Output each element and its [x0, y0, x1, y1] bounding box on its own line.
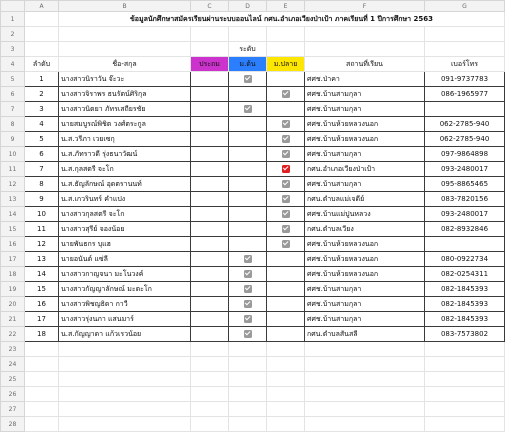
sheet-row — [1, 42, 505, 57]
header-phone[interactable]: เบอร์โทร — [425, 57, 505, 72]
level-lower-cell[interactable] — [229, 267, 267, 282]
level-upper-cell[interactable] — [267, 102, 305, 117]
study-place[interactable]: ศศช.บ้านห้วยหลวงนอก — [305, 237, 425, 252]
phone-number[interactable] — [425, 102, 505, 117]
row-header[interactable]: 18 — [1, 267, 25, 282]
student-name[interactable]: นางสาวสุรีย์ จองน้อย — [59, 222, 191, 237]
cell[interactable] — [229, 27, 267, 42]
row-header[interactable]: 25 — [1, 372, 25, 387]
level-upper-cell[interactable] — [267, 132, 305, 147]
cell[interactable] — [59, 387, 191, 402]
level-lower-cell[interactable] — [229, 282, 267, 297]
cell[interactable] — [25, 42, 59, 57]
cell[interactable] — [59, 27, 191, 42]
table-row — [1, 252, 505, 267]
table-row — [1, 87, 505, 102]
table-row — [1, 117, 505, 132]
sheet-row — [1, 372, 505, 387]
student-no[interactable]: 16 — [25, 297, 59, 312]
cell[interactable] — [425, 42, 505, 57]
cell[interactable] — [305, 357, 425, 372]
column-header-g[interactable]: G — [425, 1, 505, 12]
sheet-row — [1, 27, 505, 42]
cell[interactable] — [25, 357, 59, 372]
cell[interactable] — [425, 27, 505, 42]
cell[interactable] — [191, 372, 229, 387]
row-header[interactable]: 24 — [1, 357, 25, 372]
cell[interactable] — [305, 42, 425, 57]
cell[interactable] — [229, 387, 267, 402]
student-no[interactable]: 14 — [25, 267, 59, 282]
cell[interactable] — [25, 387, 59, 402]
study-place[interactable]: กศน.ตำบลเวียง — [305, 222, 425, 237]
cell[interactable] — [25, 372, 59, 387]
level-upper-cell[interactable] — [267, 327, 305, 342]
checkbox-checked-icon[interactable] — [282, 120, 290, 128]
column-header-c[interactable]: C — [191, 1, 229, 12]
student-name[interactable]: นางสาวจิราพร ธนรัตน์ศิริกุล — [59, 87, 191, 102]
student-no[interactable]: 6 — [25, 147, 59, 162]
student-no[interactable]: 12 — [25, 237, 59, 252]
table-row — [1, 237, 505, 252]
cell[interactable] — [191, 402, 229, 417]
level-lower-cell[interactable] — [229, 207, 267, 222]
column-header-e[interactable]: E — [267, 1, 305, 12]
cell[interactable] — [59, 372, 191, 387]
level-primary-cell[interactable] — [191, 252, 229, 267]
table-row — [1, 327, 505, 342]
checkbox-checked-icon[interactable] — [244, 255, 252, 263]
cell[interactable] — [229, 357, 267, 372]
cell[interactable] — [59, 342, 191, 357]
level-primary-cell[interactable] — [191, 297, 229, 312]
level-upper-cell[interactable] — [267, 192, 305, 207]
checkbox-checked-icon[interactable] — [244, 285, 252, 293]
table-row — [1, 312, 505, 327]
column-header-row — [1, 1, 505, 12]
study-place[interactable]: ศศช.บ้านห้วยหลวงนอก — [305, 132, 425, 147]
phone-number[interactable]: 091-9737783 — [425, 72, 505, 87]
cell[interactable] — [425, 402, 505, 417]
level-upper-cell[interactable] — [267, 252, 305, 267]
student-name[interactable]: น.ส.วรีภา เวยเซกุ — [59, 132, 191, 147]
level-upper-cell[interactable] — [267, 312, 305, 327]
row-header[interactable]: 20 — [1, 297, 25, 312]
level-primary-cell[interactable] — [191, 162, 229, 177]
row-header[interactable]: 13 — [1, 192, 25, 207]
student-no[interactable]: 13 — [25, 252, 59, 267]
level-upper-cell[interactable] — [267, 222, 305, 237]
row-header[interactable]: 17 — [1, 252, 25, 267]
level-upper-cell[interactable] — [267, 177, 305, 192]
phone-number[interactable]: 062-2785-940 — [425, 132, 505, 147]
checkbox-checked-icon[interactable] — [282, 210, 290, 218]
checkbox-checked-icon[interactable] — [282, 135, 290, 143]
level-primary-cell[interactable] — [191, 312, 229, 327]
row-header[interactable]: 1 — [1, 12, 25, 27]
cell[interactable] — [229, 402, 267, 417]
level-upper-cell[interactable] — [267, 282, 305, 297]
checkbox-checked-icon[interactable] — [244, 270, 252, 278]
cell[interactable] — [425, 357, 505, 372]
row-header[interactable]: 2 — [1, 27, 25, 42]
sheet-row — [1, 57, 505, 72]
checkbox-checked-icon[interactable] — [244, 300, 252, 308]
level-lower-cell[interactable] — [229, 327, 267, 342]
level-upper-cell[interactable] — [267, 87, 305, 102]
checkbox-checked-icon[interactable] — [282, 165, 290, 173]
phone-number[interactable]: 093-2480017 — [425, 162, 505, 177]
level-upper-cell[interactable] — [267, 297, 305, 312]
student-name[interactable]: น.ส.กุลสตรี จะโก — [59, 162, 191, 177]
level-primary-cell[interactable] — [191, 222, 229, 237]
study-place[interactable]: ศศช.ป่าคา — [305, 72, 425, 87]
study-place[interactable]: ศศช.บ้านสามกุลา — [305, 282, 425, 297]
level-lower-cell[interactable] — [229, 177, 267, 192]
cell[interactable] — [229, 417, 267, 432]
student-name[interactable]: นายอนันต์ แซ่ลี — [59, 252, 191, 267]
student-name[interactable]: น.ส.เกวรินทร์ คำแปง — [59, 192, 191, 207]
cell[interactable] — [305, 402, 425, 417]
level-primary-cell[interactable] — [191, 282, 229, 297]
study-place[interactable]: ศศช.บ้านสามกุลา — [305, 297, 425, 312]
checkbox-checked-icon[interactable] — [244, 330, 252, 338]
table-row — [1, 297, 505, 312]
student-no[interactable]: 3 — [25, 102, 59, 117]
phone-number[interactable]: 082-8932846 — [425, 222, 505, 237]
sheet-row — [1, 402, 505, 417]
student-no[interactable]: 2 — [25, 87, 59, 102]
header-place[interactable]: สถานที่เรียน — [305, 57, 425, 72]
table-row — [1, 177, 505, 192]
student-no[interactable]: 15 — [25, 282, 59, 297]
header-no[interactable]: ลำดับ — [25, 57, 59, 72]
level-upper-cell[interactable] — [267, 72, 305, 87]
level-upper-cell[interactable] — [267, 147, 305, 162]
cell[interactable] — [267, 42, 305, 57]
level-lower-cell[interactable] — [229, 222, 267, 237]
student-name[interactable]: นางสาวนิราวัน จ๊ะวะ — [59, 72, 191, 87]
row-header[interactable]: 9 — [1, 132, 25, 147]
row-header[interactable]: 7 — [1, 102, 25, 117]
table-row — [1, 282, 505, 297]
table-row — [1, 207, 505, 222]
column-header-f[interactable]: F — [305, 1, 425, 12]
phone-number[interactable]: 062-2785-940 — [425, 117, 505, 132]
cell[interactable] — [267, 27, 305, 42]
select-all-corner[interactable] — [1, 1, 25, 12]
sheet-title[interactable]: ข้อมูลนักศึกษาสมัครเรียนผ่านระบบออนไลน์ กศน.อำเภอเวียงป่าเป้า ภาคเรียนที่ 1 ปีการศึกษา 2563 — [59, 12, 505, 27]
table-row — [1, 132, 505, 147]
cell[interactable] — [191, 42, 229, 57]
student-name[interactable]: นางสาวกาญจนา มะโนวงค์ — [59, 267, 191, 282]
phone-number[interactable]: 082-0254311 — [425, 267, 505, 282]
level-lower-cell[interactable] — [229, 102, 267, 117]
column-header-d[interactable]: D — [229, 1, 267, 12]
study-place[interactable]: ศศช.บ้านสามกุลา — [305, 177, 425, 192]
cell[interactable] — [305, 387, 425, 402]
checkbox-checked-icon[interactable] — [282, 180, 290, 188]
cell[interactable] — [191, 417, 229, 432]
study-place[interactable]: ศศช.บ้านแม่ปูนหลวง — [305, 207, 425, 222]
cell[interactable] — [191, 342, 229, 357]
student-name[interactable]: นายพันธกร บุแฮ — [59, 237, 191, 252]
sheet-row — [1, 12, 505, 27]
cell[interactable] — [425, 372, 505, 387]
student-name[interactable]: นางสาวรุ่งนภา แสนมาร์ — [59, 312, 191, 327]
phone-number[interactable]: 083-7820156 — [425, 192, 505, 207]
row-header[interactable]: 15 — [1, 222, 25, 237]
level-primary-cell[interactable] — [191, 237, 229, 252]
study-place[interactable]: กศน.ตำบลแม่เจดีย์ — [305, 192, 425, 207]
student-no[interactable]: 4 — [25, 117, 59, 132]
level-upper-cell[interactable] — [267, 162, 305, 177]
cell[interactable] — [267, 387, 305, 402]
cell[interactable] — [425, 342, 505, 357]
level-upper-cell[interactable] — [267, 207, 305, 222]
level-primary-cell[interactable] — [191, 147, 229, 162]
level-primary-cell[interactable] — [191, 207, 229, 222]
cell[interactable] — [59, 357, 191, 372]
row-header[interactable]: 11 — [1, 162, 25, 177]
cell[interactable] — [191, 387, 229, 402]
level-group-header[interactable]: ระดับ — [229, 42, 267, 57]
level-primary-cell[interactable] — [191, 267, 229, 282]
cell[interactable] — [59, 417, 191, 432]
student-no[interactable]: 9 — [25, 192, 59, 207]
student-no[interactable]: 5 — [25, 132, 59, 147]
level-primary-cell[interactable] — [191, 102, 229, 117]
level-primary-cell[interactable] — [191, 72, 229, 87]
cell[interactable] — [59, 402, 191, 417]
student-name[interactable]: น.ส.ธัญลักษณ์ อุดตรานนท์ — [59, 177, 191, 192]
table-row — [1, 267, 505, 282]
sheet-row — [1, 342, 505, 357]
cell[interactable] — [267, 372, 305, 387]
phone-number[interactable]: 097-9864898 — [425, 147, 505, 162]
level-lower-cell[interactable] — [229, 192, 267, 207]
level-lower-cell[interactable] — [229, 252, 267, 267]
level-lower-cell[interactable] — [229, 87, 267, 102]
level-primary-cell[interactable] — [191, 87, 229, 102]
phone-number[interactable]: 093-2480017 — [425, 207, 505, 222]
cell[interactable] — [25, 12, 59, 27]
level-lower-cell[interactable] — [229, 312, 267, 327]
phone-number[interactable]: 083-7573802 — [425, 327, 505, 342]
level-primary-cell[interactable] — [191, 177, 229, 192]
sheet-row — [1, 417, 505, 432]
level-lower-cell[interactable] — [229, 162, 267, 177]
study-place[interactable]: ศศช.บ้านห้วยหลวงนอก — [305, 252, 425, 267]
phone-number[interactable]: 080-0922734 — [425, 252, 505, 267]
student-name[interactable]: นางสาวพิชญธิดา กาวี — [59, 297, 191, 312]
level-upper-cell[interactable] — [267, 117, 305, 132]
study-place[interactable]: ศศช.บ้านสามกุลา — [305, 87, 425, 102]
cell[interactable] — [267, 417, 305, 432]
checkbox-checked-icon[interactable] — [244, 105, 252, 113]
student-no[interactable]: 7 — [25, 162, 59, 177]
cell[interactable] — [305, 372, 425, 387]
student-name[interactable]: นายสมบูรณ์พิชิต วงศ์ตระกูล — [59, 117, 191, 132]
column-header-a[interactable]: A — [25, 1, 59, 12]
row-header[interactable]: 23 — [1, 342, 25, 357]
header-level-lower[interactable]: ม.ต้น — [229, 57, 267, 72]
table-row — [1, 102, 505, 117]
student-no[interactable]: 18 — [25, 327, 59, 342]
header-level-primary[interactable]: ประถม — [191, 57, 229, 72]
cell[interactable] — [25, 342, 59, 357]
checkbox-checked-icon[interactable] — [282, 195, 290, 203]
checkbox-checked-icon[interactable] — [244, 315, 252, 323]
checkbox-checked-icon[interactable] — [282, 240, 290, 248]
student-name[interactable]: น.ส.ภัทราวดี รุ่งธนาวัฒน์ — [59, 147, 191, 162]
student-no[interactable]: 11 — [25, 222, 59, 237]
level-lower-cell[interactable] — [229, 72, 267, 87]
row-header[interactable]: 8 — [1, 117, 25, 132]
table-row — [1, 222, 505, 237]
student-no[interactable]: 8 — [25, 177, 59, 192]
checkbox-checked-icon[interactable] — [244, 75, 252, 83]
column-header-b[interactable]: B — [59, 1, 191, 12]
level-lower-cell[interactable] — [229, 237, 267, 252]
level-primary-cell[interactable] — [191, 327, 229, 342]
cell[interactable] — [425, 387, 505, 402]
student-no[interactable]: 17 — [25, 312, 59, 327]
cell[interactable] — [305, 27, 425, 42]
student-name[interactable]: นางสาวกัญญาลักษณ์ มะตะโก — [59, 282, 191, 297]
row-header[interactable]: 10 — [1, 147, 25, 162]
level-primary-cell[interactable] — [191, 132, 229, 147]
level-upper-cell[interactable] — [267, 237, 305, 252]
table-row — [1, 72, 505, 87]
table-row — [1, 147, 505, 162]
row-header[interactable]: 16 — [1, 237, 25, 252]
cell[interactable] — [305, 417, 425, 432]
phone-number[interactable]: 082-1845393 — [425, 312, 505, 327]
cell[interactable] — [59, 42, 191, 57]
phone-number[interactable]: 082-1845393 — [425, 297, 505, 312]
phone-number[interactable]: 082-1845393 — [425, 282, 505, 297]
phone-number[interactable] — [425, 237, 505, 252]
student-name[interactable]: น.ส.กัญญาดา แก้วเรวน้อย — [59, 327, 191, 342]
study-place[interactable]: ศศช.บ้านสามกุลา — [305, 312, 425, 327]
study-place[interactable]: ศศช.บ้านสามกุลา — [305, 102, 425, 117]
sheet-row — [1, 357, 505, 372]
row-header[interactable]: 14 — [1, 207, 25, 222]
row-header[interactable]: 12 — [1, 177, 25, 192]
row-header[interactable]: 22 — [1, 327, 25, 342]
study-place[interactable]: กศน.อำเภอเวียงป่าเป้า — [305, 162, 425, 177]
header-level-upper[interactable]: ม.ปลาย — [267, 57, 305, 72]
row-header[interactable]: 28 — [1, 417, 25, 432]
cell[interactable] — [25, 417, 59, 432]
student-name[interactable]: นางสาวกุลสตรี จะโก — [59, 207, 191, 222]
sheet-row — [1, 387, 505, 402]
cell[interactable] — [191, 27, 229, 42]
level-lower-cell[interactable] — [229, 117, 267, 132]
study-place[interactable]: ศศช.บ้านสามกุลา — [305, 147, 425, 162]
row-header[interactable]: 26 — [1, 387, 25, 402]
cell[interactable] — [229, 372, 267, 387]
student-no[interactable]: 10 — [25, 207, 59, 222]
cell[interactable] — [267, 357, 305, 372]
level-lower-cell[interactable] — [229, 147, 267, 162]
cell[interactable] — [25, 402, 59, 417]
row-header[interactable]: 3 — [1, 42, 25, 57]
student-no[interactable]: 1 — [25, 72, 59, 87]
row-header[interactable]: 27 — [1, 402, 25, 417]
cell[interactable] — [305, 342, 425, 357]
checkbox-checked-icon[interactable] — [282, 225, 290, 233]
table-row — [1, 192, 505, 207]
cell[interactable] — [267, 402, 305, 417]
row-header[interactable]: 19 — [1, 282, 25, 297]
row-header[interactable]: 21 — [1, 312, 25, 327]
study-place[interactable]: ศศช.บ้านห้วยหลวงนอก — [305, 267, 425, 282]
level-lower-cell[interactable] — [229, 132, 267, 147]
row-header[interactable]: 4 — [1, 57, 25, 72]
row-header[interactable]: 6 — [1, 87, 25, 102]
level-lower-cell[interactable] — [229, 297, 267, 312]
level-upper-cell[interactable] — [267, 267, 305, 282]
study-place[interactable]: กศน.ตำบลสันสลี — [305, 327, 425, 342]
level-primary-cell[interactable] — [191, 117, 229, 132]
header-name[interactable]: ชื่อ-สกุล — [59, 57, 191, 72]
checkbox-checked-icon[interactable] — [282, 150, 290, 158]
level-primary-cell[interactable] — [191, 192, 229, 207]
phone-number[interactable]: 086-1965977 — [425, 87, 505, 102]
cell[interactable] — [229, 342, 267, 357]
phone-number[interactable]: 095-8865465 — [425, 177, 505, 192]
cell[interactable] — [267, 342, 305, 357]
study-place[interactable]: ศศช.บ้านห้วยหลวงนอก — [305, 117, 425, 132]
cell[interactable] — [25, 27, 59, 42]
cell[interactable] — [191, 357, 229, 372]
cell[interactable] — [425, 417, 505, 432]
checkbox-checked-icon[interactable] — [282, 90, 290, 98]
table-row — [1, 162, 505, 177]
student-name[interactable]: นางสาวนิตยา ภัทรเสถียรชัย — [59, 102, 191, 117]
row-header[interactable]: 5 — [1, 72, 25, 87]
